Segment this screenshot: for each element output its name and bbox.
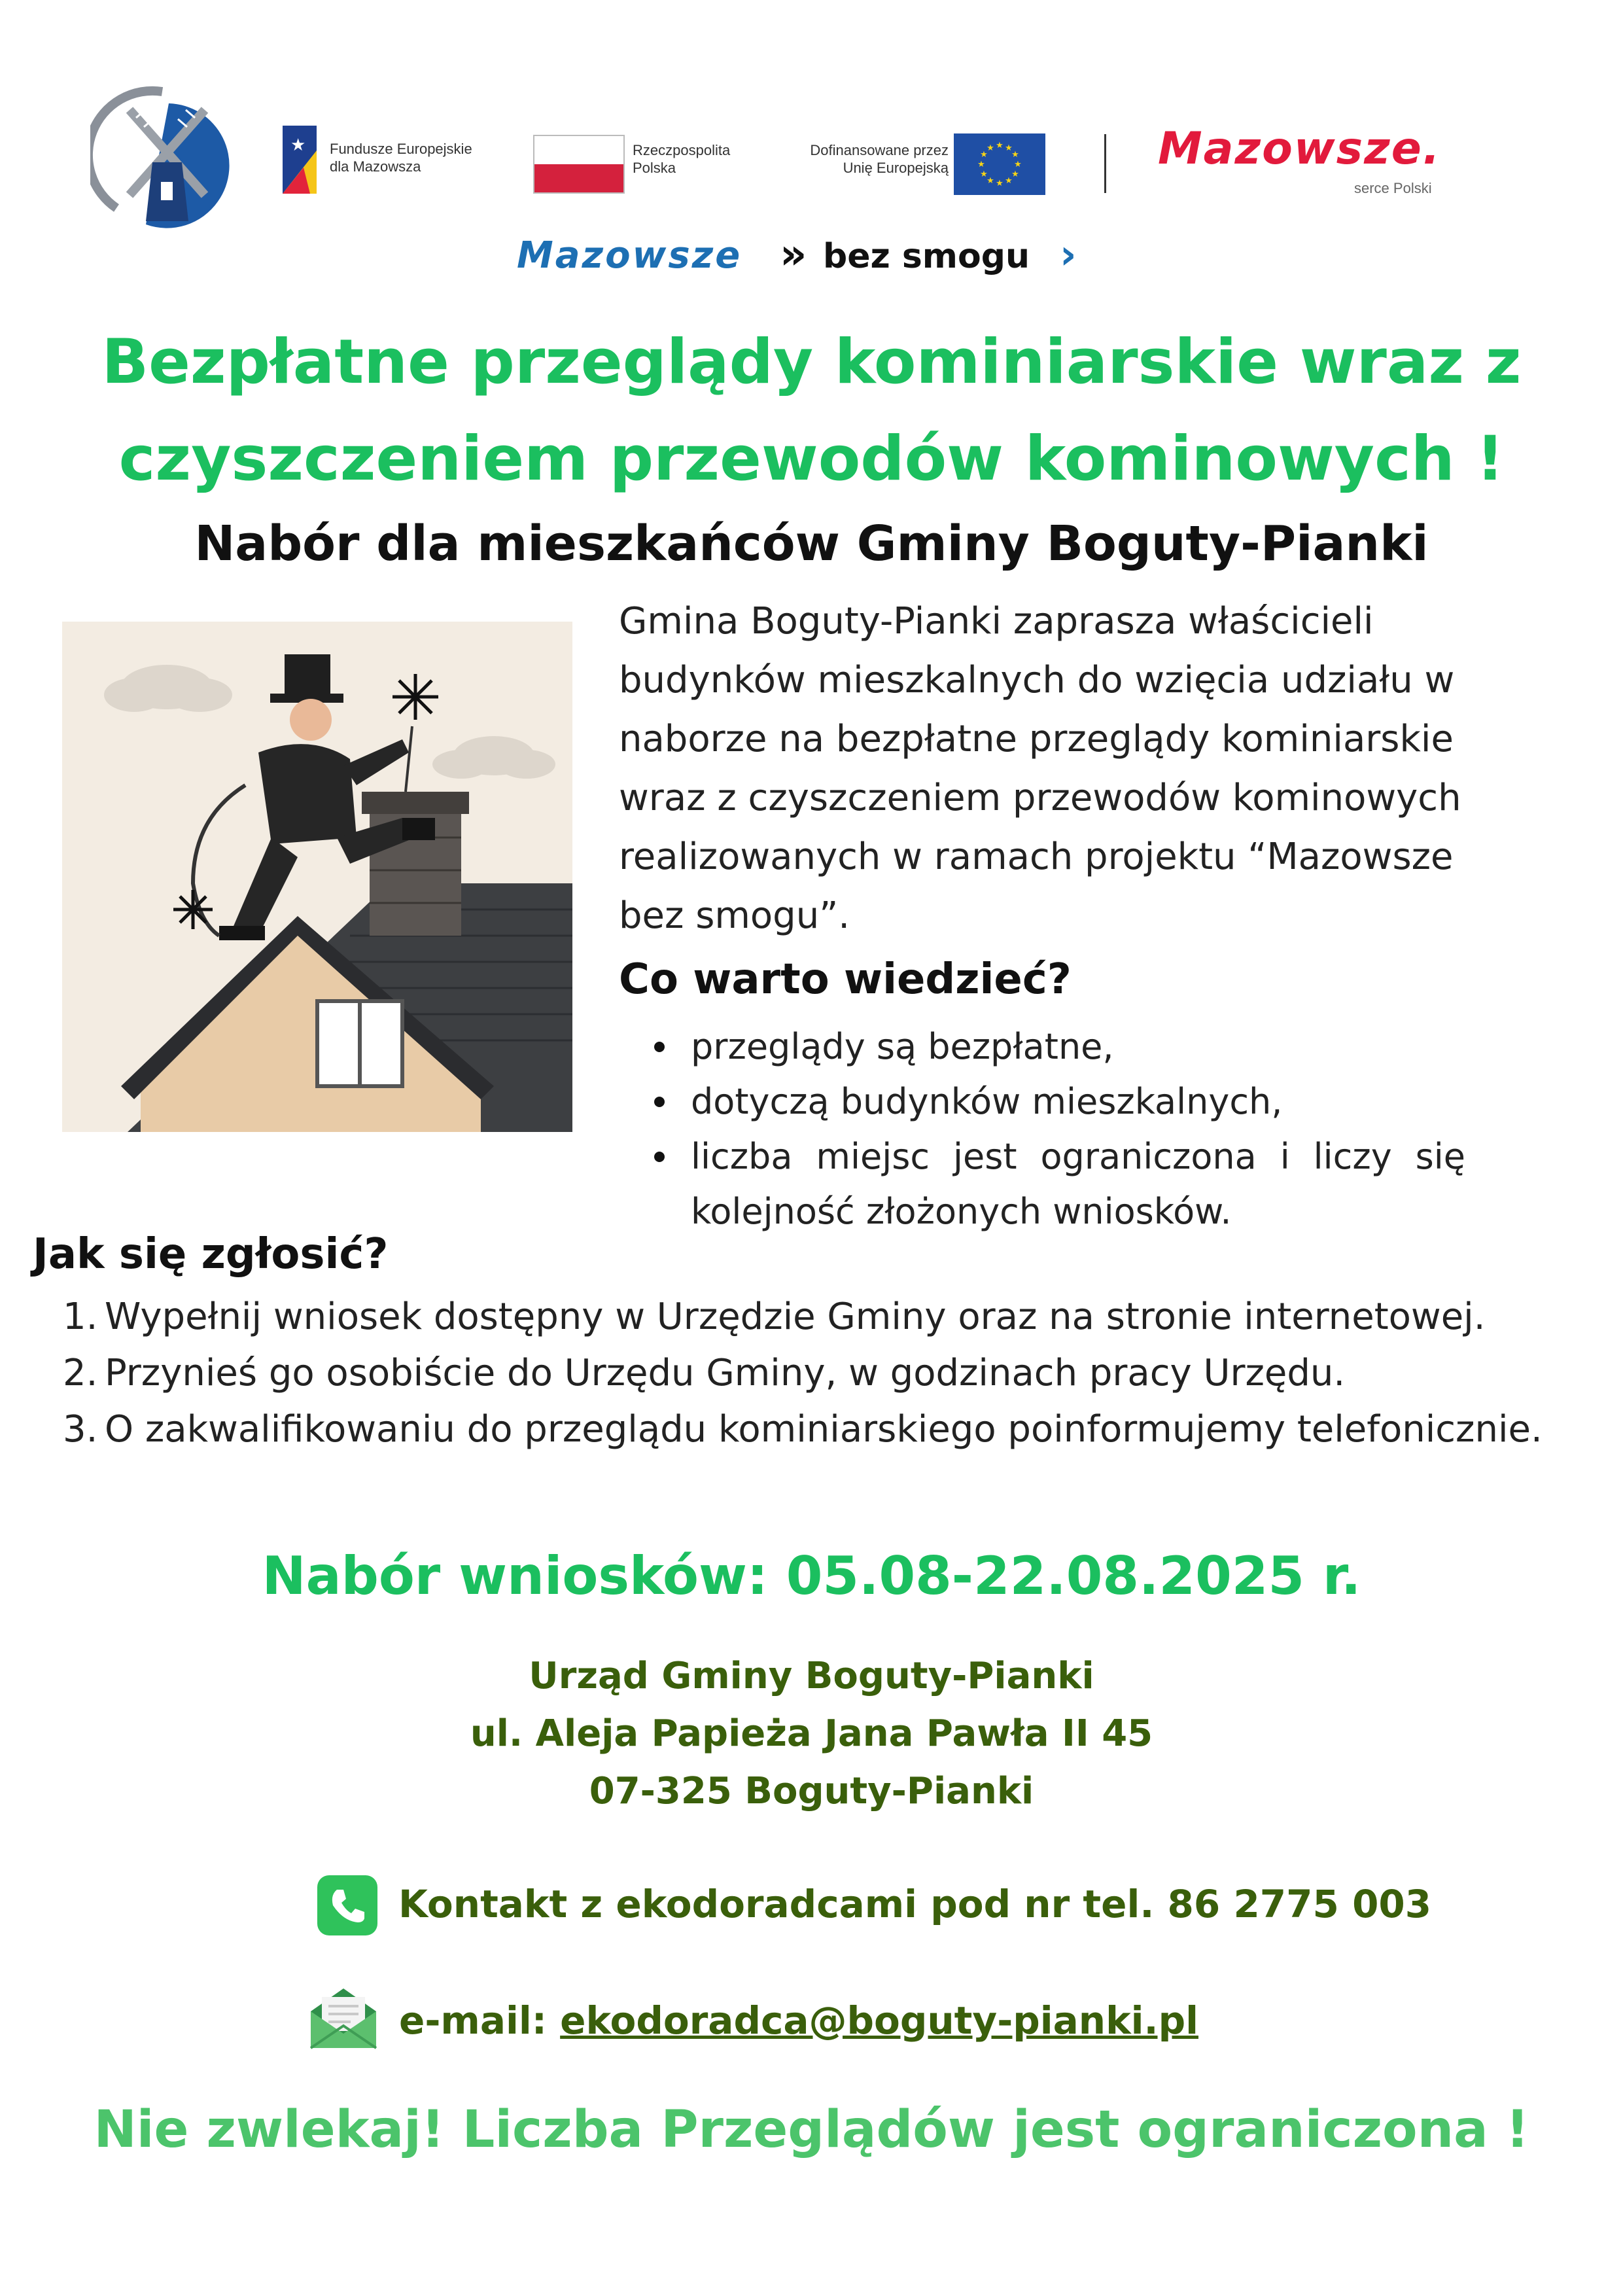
closing-note: Nie zwlekaj! Liczba Przeglądów jest ograniczona !: [94, 2100, 1529, 2159]
email-line: [399, 1998, 1198, 2043]
campaign-bez-smogu: bez smogu: [823, 237, 1030, 276]
svg-text:★: ★: [1014, 160, 1022, 169]
svg-text:★: ★: [996, 179, 1003, 188]
email-row: [307, 1983, 1420, 2055]
mazowsze-tagline: serce Polski: [1354, 180, 1432, 196]
deadline: Nabór wniosków: 05.08-22.08.2025 r.: [262, 1545, 1361, 1606]
mazowsze-logo: [1158, 123, 1472, 202]
step-text: O zakwalifikowaniu do przeglądu kominiarskiego poinformujemy telefonicznie.: [105, 1408, 1543, 1451]
email-link[interactable]: ekodoradca@boguty-pianki.pl: [560, 1998, 1198, 2043]
subtitle: Nabór dla mieszkańców Gminy Boguty-Pianki: [194, 516, 1429, 572]
intro-line: wraz z czyszczeniem przewodów kominowych: [619, 777, 1461, 819]
phone-text: Kontakt z ekodoradcami pod nr tel. 86 2775 003: [398, 1882, 1432, 1926]
list-item: [63, 1402, 1607, 1458]
intro-line: Gmina Boguty-Pianki zaprasza właścicieli: [619, 600, 1374, 643]
svg-text:★: ★: [1005, 143, 1013, 153]
main-title-line2: czyszczeniem przewodów kominowych !: [118, 423, 1505, 495]
address-block: [0, 1648, 1623, 1820]
svg-text:★: ★: [290, 135, 306, 155]
intro-line: naborze na bezpłatne przeglądy kominiarskie: [619, 718, 1454, 760]
apply-heading: Jak się zgłosić?: [33, 1230, 389, 1279]
svg-text:★: ★: [1005, 176, 1013, 186]
svg-text:★: ★: [977, 160, 985, 169]
logo-divider: [1104, 134, 1106, 193]
rzeczpospolita-logo: [533, 131, 769, 196]
email-label: e-mail:: [399, 1998, 561, 2043]
campaign-mazowsze: Mazowsze: [517, 234, 742, 277]
step-text: Przynieś go osobiście do Urzędu Gminy, w godzinach pracy Urzędu.: [105, 1352, 1346, 1394]
address-line: ul. Aleja Papieża Jana Pawła II 45: [470, 1712, 1153, 1755]
list-item: przeglądy są bezpłatne,: [654, 1019, 1465, 1074]
polish-flag-icon: [533, 135, 625, 194]
double-chevron-icon: »: [780, 230, 807, 279]
envelope-icon: [307, 1985, 379, 2051]
fe-line2: dla Mazowsza: [330, 158, 421, 175]
svg-text:★: ★: [986, 143, 994, 153]
gmina-logo: [90, 84, 234, 234]
address-line: Urząd Gminy Boguty-Pianki: [529, 1655, 1094, 1697]
svg-text:★: ★: [1011, 150, 1019, 160]
step-number: 3.: [63, 1408, 98, 1451]
svg-text:★: ★: [980, 169, 988, 179]
list-item: dotyczą budynków mieszkalnych,: [654, 1074, 1465, 1129]
rp-line2: Polska: [633, 160, 676, 176]
chimney-sweep-illustration: [62, 622, 572, 1132]
fe-line1: Fundusze Europejskie: [330, 141, 472, 157]
step-number: 1.: [63, 1296, 98, 1338]
apply-steps: [63, 1289, 1607, 1458]
list-item: [63, 1345, 1607, 1402]
eu-line2: Unię Europejską: [843, 160, 949, 176]
rp-line1: Rzeczpospolita: [633, 142, 731, 158]
intro-line: bez smogu”.: [619, 894, 850, 937]
svg-text:★: ★: [986, 176, 994, 186]
chevron-right-icon: ›: [1060, 230, 1077, 278]
intro-paragraph: [619, 592, 1567, 945]
mazowsze-wordmark: Mazowsze.: [1158, 123, 1441, 175]
svg-text:★: ★: [1011, 169, 1019, 179]
main-title-line1: Bezpłatne przeglądy kominiarskie wraz z: [101, 327, 1522, 398]
address-line: 07-325 Boguty-Pianki: [589, 1770, 1034, 1812]
step-number: 2.: [63, 1352, 98, 1394]
info-heading: Co warto wiedzieć?: [619, 955, 1072, 1004]
intro-line: realizowanych w ramach projektu “Mazowsze: [619, 836, 1454, 878]
eu-line1: Dofinansowane przez: [810, 142, 949, 158]
step-text: Wypełnij wniosek dostępny w Urzędzie Gminy oraz na stronie internetowej.: [105, 1296, 1486, 1338]
svg-text:★: ★: [996, 141, 1003, 150]
phone-icon: [317, 1875, 377, 1935]
eu-flag-icon: [954, 133, 1045, 195]
svg-text:★: ★: [980, 150, 988, 160]
eu-cofunding-logo: [778, 131, 1053, 196]
campaign-logo: [517, 230, 1119, 289]
list-item: [63, 1289, 1607, 1345]
list-item: liczba miejsc jest ograniczona i liczy się kolejność złożonych wniosków.: [654, 1129, 1465, 1239]
phone-row: [317, 1871, 1432, 1937]
intro-line: budynków mieszkalnych do wzięcia udziału w: [619, 659, 1455, 701]
fundusze-europejskie-logo: [281, 124, 504, 196]
info-list: [654, 1019, 1465, 1239]
